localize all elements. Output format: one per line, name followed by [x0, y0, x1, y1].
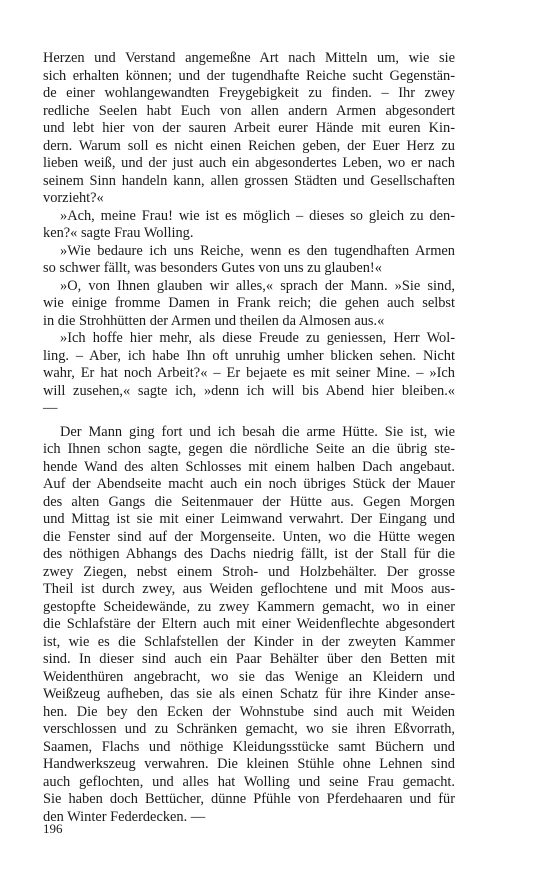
text-line: wahr, Er hat noch Arbeit?« – Er bejaete es mit seiner Mine. – »Ich [43, 365, 455, 381]
text-line: »Wie bedaure ich uns Reiche, wenn es den tugendhaften Armen [60, 242, 455, 259]
text-line: Weißzeug aufheben, das sie als einen Schatz für ihre Kinder anse- [43, 686, 455, 702]
text-line: die Schlafstäre der Eltern auch mit einer Weidenflechte abgesondert [43, 616, 455, 632]
text-line: Weidenthüren angebracht, wo sie das Wenige an Kleidern und [43, 668, 455, 685]
text-line: dern. Warum soll es nicht einen Reichen geben, der Euer Herz zu [43, 137, 455, 154]
paragraph [43, 424, 455, 827]
text-line: seinem Sinn handeln kann, allen grossen Städten und Gesellschaften [43, 172, 455, 189]
text-line: hende Wand des alten Schlosses mit einem halben Dach angebaut. [43, 458, 455, 475]
text-line: des nöthigen Abhangs des Dachs niedrig fällt, ist der Stall für die [43, 546, 455, 562]
text-line: Auf der Abendseite macht auch ein noch übriges Stück der Mauer [43, 476, 455, 492]
text-line: »Ich hoffe hier mehr, als diese Freude zu geniessen, Herr Wol- [60, 330, 455, 346]
text-line: verschlossen und zu Schränken gemacht, wo sie ihren Eßvorrath, [43, 721, 455, 737]
paragraph [43, 330, 455, 418]
text-line: vorzieht?« [43, 190, 104, 206]
paragraph [43, 50, 455, 208]
text-line: ich Ihnen schon sagte, gegen die nördliche Seite an die übrig ste- [43, 441, 455, 457]
text-line: Theil ist durch zwey, aus Weiden geflochtene und mit Moos aus- [43, 581, 455, 597]
page-body [43, 50, 455, 826]
text-line: Herzen und Verstand angemeßne Art nach Mitteln um, wie sie [43, 50, 455, 66]
text-line: und Mittag ist sie mit einer Leimwand verwahrt. Der Eingang und [43, 511, 455, 527]
text-line: ling. – Aber, ich habe Ihn oft unruhig umher blicken sehen. Nicht [43, 347, 455, 364]
text-line: will zusehen,« sagte ich, »denn ich will bis Abend hier bleiben.« [43, 382, 455, 399]
text-line: de einer wohlangewandten Freygebigkeit zu finden. – Ihr zwey [43, 85, 455, 101]
text-line: hen. Die bey den Ecken der Wohnstube sind auch mit Weiden [43, 703, 455, 720]
text-line: redliche Seelen habt Euch von allen andern Armen abgesondert [43, 102, 455, 119]
text-line: wie einige fromme Damen in Frank reich; die gehen auch selbst [43, 295, 455, 311]
text-line: Sie haben doch Bettücher, dünne Pfühle von Pferdehaaren und für [43, 791, 455, 807]
text-line: auch geflochten, und alles hat Wolling und seine Frau gemacht. [43, 773, 455, 790]
text-line: ken?« sagte Frau Wolling. [43, 225, 194, 241]
text-line: in die Strohhütten der Armen und theilen da Almosen aus.« [43, 312, 385, 329]
text-line: gestopfte Scheidewände, zu zwey Kammern gemacht, wo in einer [43, 598, 455, 615]
text-line: ist, wie es die Schlafstellen der Kinder in der zweyten Kammer [43, 633, 455, 650]
text-line: die Fenster sind auf der Morgenseite. Unten, wo die Hütte wegen [43, 528, 455, 545]
text-line: zwey Ziegen, nebst einem Stroh- und Holzbehälter. Der grosse [43, 563, 455, 580]
text-line: sind. In dieser sind auch ein Paar Behälter über den Betten mit [43, 651, 455, 667]
text-line: des alten Gangs die Seitenmauer der Hütte aus. Gegen Morgen [43, 493, 455, 510]
text-line: Der Mann ging fort und ich besah die arme Hütte. Sie ist, wie [60, 423, 455, 440]
paragraph [43, 208, 455, 243]
text-line: und lebt hier von der sauren Arbeit eurer Hände mit euren Kin- [43, 120, 455, 136]
text-line: Saamen, Flachs und nöthige Kleidungsstücke samt Büchern und [43, 738, 455, 755]
text-line: –– [43, 400, 58, 416]
page-number: 196 [43, 821, 63, 836]
text-line: lieben weiß, und der just auch ein abgesondertes Leben, wo er nach [43, 155, 455, 171]
text-line: den Winter Federdecken. –– [43, 808, 206, 825]
text-line: so schwer fällt, was besonders Gutes von uns zu glauben!« [43, 260, 382, 276]
text-line: »Ach, meine Frau! wie ist es möglich – dieses so gleich zu den- [60, 207, 455, 224]
text-line: sich erhalten können; und der tugendhafte Reiche sucht Gegenstän- [43, 67, 455, 84]
paragraph [43, 278, 455, 331]
text-line: Handwerkszeug verwahren. Die kleinen Stühle ohne Lehnen sind [43, 756, 455, 772]
text-line: »O, von Ihnen glauben wir alles,« sprach der Mann. »Sie sind, [60, 277, 455, 294]
paragraph [43, 243, 455, 278]
